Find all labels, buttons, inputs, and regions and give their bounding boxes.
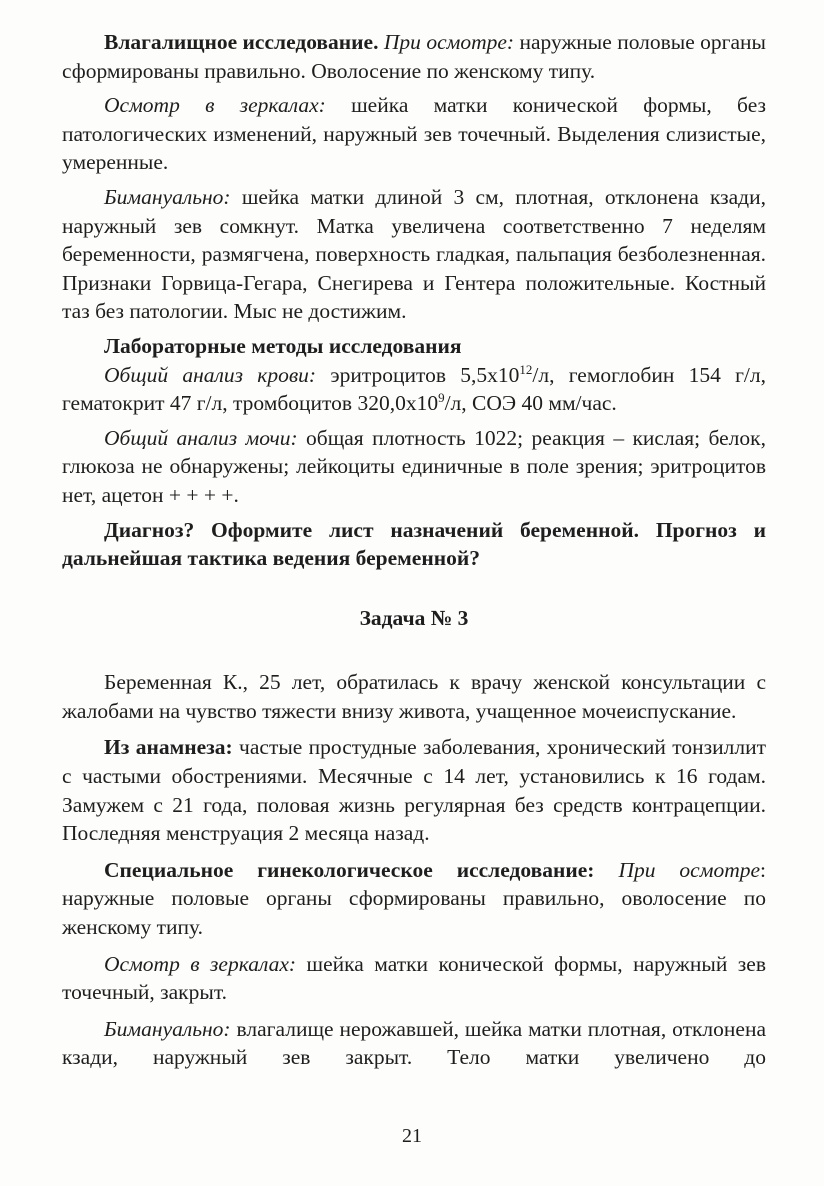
paragraph-task3-intro: Беременная К., 25 лет, обратилась к врачу женской консультации с жалобами на чувство тяжести внизу живота, учащенное мочеиспускание. <box>62 670 766 723</box>
label-inspection: При осмотре: <box>383 30 515 54</box>
superscript-9: 9 <box>438 389 445 405</box>
text-inspection: наружные половые органы сформированы правильно. Оволосение по женскому типу. <box>62 30 766 83</box>
text-mirror-exam: шейка матки конической формы, без патологических изменений, наружный зев точечный. Выделения слизистые, умеренные. <box>62 93 766 175</box>
paragraph-special-exam <box>62 856 766 942</box>
label-bimanual: Бимануально: <box>104 184 231 209</box>
text-bimanual: шейка матки длиной 3 см, плотная, отклонена кзади, наружный зев сомкнут. Матка увеличена соответственно 7 неделям беременности, размягчена, поверхность гладкая, пальпация безболезненная. Признаки Горвица-Гегара, Снегирева и Гентера положительные. Костный таз без патологии. Мыс не достижим. <box>62 184 766 324</box>
label-task3-bimanual: Бимануально: <box>104 1016 231 1041</box>
heading-lab-methods: Лабораторные методы исследования <box>104 333 462 358</box>
paragraph-task3-mirror <box>62 950 766 1007</box>
label-special-exam: Специальное гинекологическое исследование: <box>104 857 595 882</box>
text-special-exam: : наружные половые органы сформированы правильно, оволосение по женскому типу. <box>62 857 767 940</box>
label-mirror-exam: Осмотр в зеркалах: <box>104 93 326 118</box>
superscript-12: 12 <box>519 361 533 377</box>
text-task3-mirror: шейка матки конической формы, наружный зев точечный, закрыт. <box>62 951 766 1005</box>
page-number: 21 <box>402 1125 422 1147</box>
text-task3-bimanual: влагалище нерожавшей, шейка матки плотная, отклонена кзади, наружный зев закрыт. Тело матки увеличено до <box>62 1016 766 1070</box>
text-blood-part2: /л, гемоглобин 154 г/л, гематокрит 47 г/л, тромбоцитов 320,0х10 <box>62 362 767 416</box>
label-task3-mirror: Осмотр в зеркалах: <box>104 951 297 976</box>
paragraph-anamnesis <box>62 733 766 847</box>
paragraph-vaginal-exam <box>62 28 766 85</box>
heading-vaginal-exam: Влагалищное исследование. <box>104 30 379 54</box>
paragraph-bimanual-exam <box>62 183 766 326</box>
label-blood-test: Общий анализ крови: <box>104 362 317 387</box>
text-urine-test: общая плотность 1022; реакция – кислая; белок, глюкоза не обнаружены; лейкоциты единичные в поле зрения; эритроцитов нет, ацетон + + + +. <box>62 425 766 507</box>
paragraph-task3-bimanual <box>62 1015 766 1072</box>
paragraph-blood-test <box>62 361 766 418</box>
text-blood-part3: /л, СОЭ 40 мм/час. <box>444 391 617 416</box>
task-title: Задача № 3 <box>359 605 469 630</box>
label-anamnesis: Из анамнеза: <box>104 735 233 760</box>
paragraph-urine-test <box>62 424 766 510</box>
paragraph-mirror-exam <box>62 91 766 177</box>
text-blood-part1: эритроцитов 5,5х10 <box>316 362 520 387</box>
label-urine-test: Общий анализ мочи: <box>104 425 298 450</box>
text-anamnesis: частые простудные заболевания, хронический тонзиллит с частыми обострениями. Месячные с 14 лет, установились к 16 годам. Замужем с 21 года, половая жизнь регулярная без средств контрацепции. Последняя менструация 2 месяца назад. <box>62 735 766 846</box>
label-special-inspection: При осмотре <box>618 857 761 882</box>
question-diagnosis: Диагноз? Оформите лист назначений беременной. Прогноз и дальнейшая тактика ведения беременной? <box>62 517 766 571</box>
